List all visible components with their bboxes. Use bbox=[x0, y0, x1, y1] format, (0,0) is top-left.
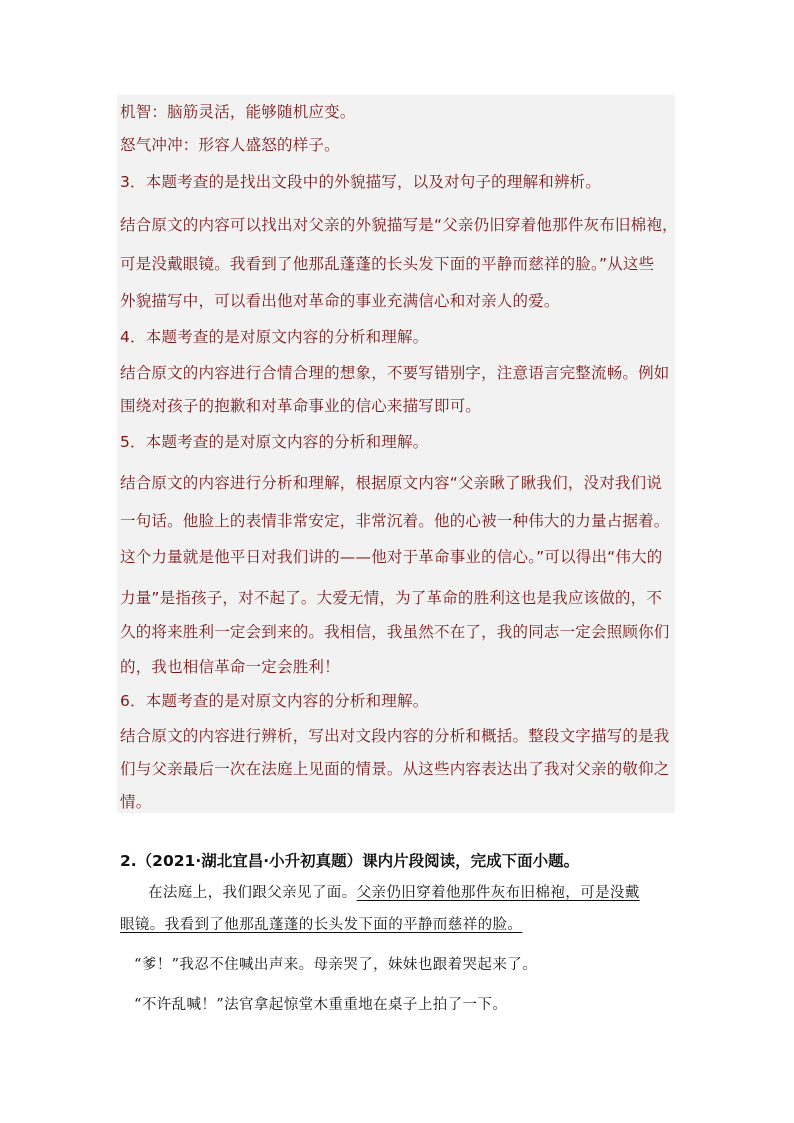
question-2-title: 2.（2021·湖北宜昌·小升初真题）课内片段阅读，完成下面小题。 bbox=[120, 852, 580, 870]
answer-q3-line: 结合原文的内容可以找出对父亲的外貌描写是“父亲仍旧穿着他那件灰布旧棉袍， bbox=[120, 216, 678, 234]
passage-paragraph-2: “爹！”我忍不住喊出声来。母亲哭了，妹妹也跟着哭起来了。 bbox=[134, 957, 538, 973]
answer-q5-heading: 5．本题考查的是对原文内容的分析和理解。 bbox=[120, 433, 429, 451]
answer-line-jizhi: 机智：脑筋灵活，能够随机应变。 bbox=[120, 103, 356, 121]
answer-q3-line: 外貌描写中，可以看出他对革命的事业充满信心和对亲人的爱。 bbox=[120, 292, 560, 310]
answer-q6-line: 结合原文的内容进行辨析，写出对文段内容的分析和概括。整段文字描写的是我 bbox=[120, 727, 670, 745]
passage-paragraph-1 bbox=[148, 881, 640, 902]
answer-line-nuqi: 怒气冲冲：形容人盛怒的样子。 bbox=[120, 136, 340, 154]
answer-q4-heading: 4．本题考查的是对原文内容的分析和理解。 bbox=[120, 328, 429, 346]
passage-underlined-text: 父亲仍旧穿着他那件灰布旧棉袍，可是没戴 bbox=[356, 885, 640, 901]
answer-q4-line: 围绕对孩子的抱歉和对革命事业的信心来描写即可。 bbox=[120, 397, 482, 415]
passage-text: 在法庭上，我们跟父亲见了面。 bbox=[148, 885, 357, 901]
answer-q6-line: 情。 bbox=[120, 793, 152, 811]
answer-q5-line: 结合原文的内容进行分析和理解，根据原文内容“父亲瞅了瞅我们，没对我们说 bbox=[120, 474, 663, 492]
answer-q3-heading: 3．本题考查的是找出文段中的外貌描写，以及对句子的理解和辨析。 bbox=[120, 173, 602, 191]
answer-q5-line: 一句话。他脸上的表情非常安定，非常沉着。他的心被一种伟大的力量占据着。 bbox=[120, 512, 670, 530]
answer-q5-line: 久的将来胜利一定会到来的。我相信，我虽然不在了，我的同志一定会照顾你们 bbox=[120, 623, 670, 641]
passage-underlined-text: 眼镜。我看到了他那乱蓬蓬的长头发下面的平静而慈祥的脸。 bbox=[120, 917, 523, 933]
passage-paragraph-3: “不许乱喊！”法官拿起惊堂木重重地在桌子上拍了一下。 bbox=[134, 997, 508, 1013]
answer-q5-line: 力量”是指孩子，对不起了。大爱无情，为了革命的胜利这也是我应该做的，不 bbox=[120, 589, 663, 607]
answer-q4-line: 结合原文的内容进行合情合理的想象，不要写错别字，注意语言完整流畅。例如 bbox=[120, 364, 670, 382]
answer-q5-line: 这个力量就是他平日对我们讲的——他对于革命事业的信心。”可以得出“伟大的 bbox=[120, 548, 663, 566]
answer-q6-line: 们与父亲最后一次在法庭上见面的情景。从这些内容表达出了我对父亲的敬仰之 bbox=[120, 760, 670, 778]
answer-q3-line: 可是没戴眼镜。我看到了他那乱蓬蓬的长头发下面的平静而慈祥的脸。”从这些 bbox=[120, 255, 655, 273]
answer-q5-line: 的，我也相信革命一定会胜利！ bbox=[120, 658, 340, 676]
answer-q6-heading: 6．本题考查的是对原文内容的分析和理解。 bbox=[120, 692, 429, 710]
